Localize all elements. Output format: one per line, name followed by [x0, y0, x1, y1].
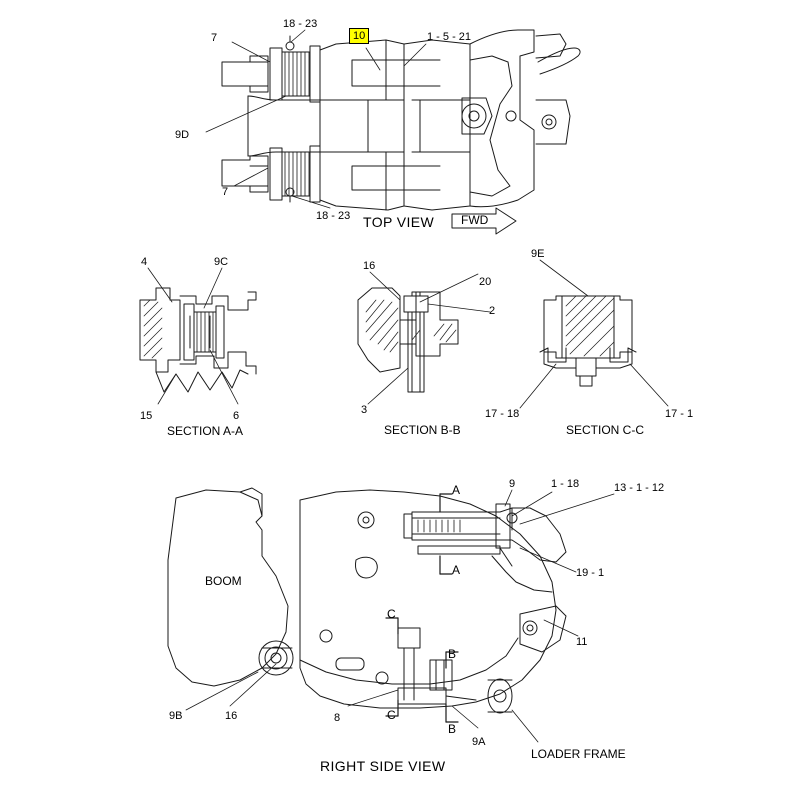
- section-mark-b-bottom: B: [448, 722, 457, 736]
- section-cc-title: SECTION C-C: [566, 423, 644, 437]
- callout-13-1-12: 13 - 1 - 12: [614, 482, 665, 494]
- callout-3: 3: [361, 404, 368, 416]
- callout-4: 4: [141, 256, 148, 268]
- section-cc-leaders: [520, 260, 668, 408]
- callout-6: 6: [233, 410, 240, 422]
- callout-18-23-bottom: 18 - 23: [316, 210, 351, 222]
- callout-17-18: 17 - 18: [485, 408, 520, 420]
- callout-16-sectionb: 16: [363, 260, 376, 272]
- callout-11: 11: [576, 636, 588, 648]
- callout-7-top: 7: [211, 32, 218, 44]
- section-mark-b-top: B: [448, 647, 457, 661]
- section-mark-c-top: C: [387, 607, 396, 621]
- callout-20: 20: [479, 276, 492, 288]
- callout-9A: 9A: [472, 736, 486, 748]
- section-aa-geometry: [140, 288, 256, 392]
- callout-18-23-top: 18 - 23: [283, 18, 318, 30]
- callout-7-bottom: 7: [222, 186, 229, 198]
- top-view-title: TOP VIEW: [363, 214, 435, 230]
- callout-9C: 9C: [214, 256, 229, 268]
- fwd-arrow-label: FWD: [461, 213, 489, 227]
- section-mark-a-bottom: A: [452, 563, 461, 577]
- callout-8: 8: [334, 712, 341, 724]
- label-boom: BOOM: [205, 574, 242, 588]
- callout-19-1: 19 - 1: [576, 567, 605, 579]
- callout-15: 15: [140, 410, 153, 422]
- section-mark-c-bottom: C: [387, 708, 396, 722]
- callout-10-highlighted: 10: [349, 28, 369, 44]
- callout-9B: 9B: [169, 710, 183, 722]
- callout-2: 2: [489, 305, 496, 317]
- callout-16-rightside: 16: [225, 710, 238, 722]
- section-mark-a-top: A: [452, 483, 461, 497]
- callout-17-1: 17 - 1: [665, 408, 694, 420]
- section-bb-geometry: [358, 288, 458, 392]
- section-bb-title: SECTION B-B: [384, 423, 461, 437]
- callout-9E: 9E: [531, 248, 545, 260]
- right-side-view-title: RIGHT SIDE VIEW: [320, 758, 446, 774]
- right-side-view-geometry: [168, 488, 566, 722]
- callout-1-5-21: 1 - 5 - 21: [427, 31, 472, 43]
- section-aa-title: SECTION A-A: [167, 424, 244, 438]
- section-cc-geometry: [540, 296, 636, 386]
- top-view-leaders: [206, 30, 426, 208]
- label-loader-frame: LOADER FRAME: [531, 747, 626, 761]
- top-view-geometry: [222, 30, 580, 210]
- callout-9D: 9D: [175, 129, 190, 141]
- callout-1-18: 1 - 18: [551, 478, 580, 490]
- callout-9: 9: [509, 478, 516, 490]
